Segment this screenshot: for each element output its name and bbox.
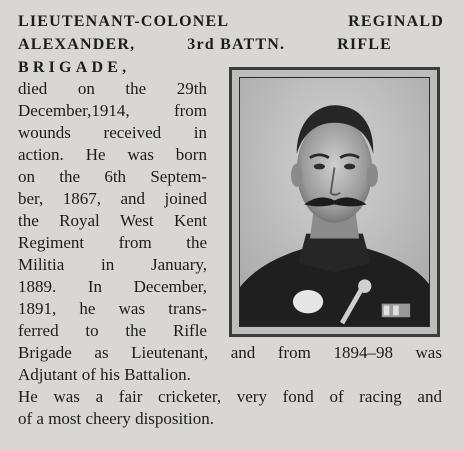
word: was <box>415 343 442 362</box>
column-text <box>18 78 207 342</box>
text-line <box>18 276 207 298</box>
headline-surname: ALEXANDER, <box>18 36 136 53</box>
word: on <box>77 79 95 98</box>
word: very <box>236 387 267 406</box>
word: a <box>95 387 104 406</box>
word: January, <box>150 255 207 274</box>
word: the <box>125 79 147 98</box>
word: in <box>193 123 207 142</box>
word: 1867, <box>62 189 101 208</box>
word: Militia <box>18 255 65 274</box>
word: died <box>18 79 48 98</box>
word: action. <box>18 145 64 164</box>
portrait-frame <box>229 67 440 337</box>
word: and <box>120 189 146 208</box>
word: wounds <box>18 123 71 142</box>
word: the <box>186 233 207 252</box>
headline-line-1 <box>18 10 444 33</box>
full-width-text <box>18 342 442 430</box>
headline-line-3: BRIGADE, <box>18 59 131 76</box>
text-line <box>18 100 207 122</box>
word: 6th <box>104 167 127 186</box>
text-line <box>18 210 207 232</box>
headline-firstname: REGINALD <box>348 13 444 30</box>
headline-line-2 <box>18 33 444 56</box>
word: Lieutenant, <box>131 343 209 362</box>
text-line <box>18 320 207 342</box>
word: received <box>103 123 162 142</box>
officer-portrait-photo <box>239 77 430 327</box>
word: of <box>329 387 344 406</box>
headline-rank: LIEUTENANT-COLONEL <box>18 13 230 30</box>
word: in <box>101 255 115 274</box>
word: fair <box>118 387 143 406</box>
word: from <box>173 101 207 120</box>
word: born <box>175 145 207 164</box>
text-line <box>18 144 207 166</box>
word: Rifle <box>172 321 207 340</box>
word: the <box>125 321 147 340</box>
text-line <box>18 166 207 188</box>
text-line <box>18 364 442 386</box>
word: as <box>94 343 109 362</box>
word: Septem- <box>150 167 207 186</box>
word: West <box>120 211 154 230</box>
text-line <box>18 188 207 210</box>
headline-battalion: 3rd BATTN. <box>187 36 286 53</box>
word: from <box>277 343 311 362</box>
word: In <box>87 277 102 296</box>
word: He <box>85 145 106 164</box>
word: ferred <box>18 321 59 340</box>
text-line <box>18 122 207 144</box>
word: and <box>417 387 442 406</box>
word: 29th <box>176 79 207 98</box>
word: to <box>85 321 99 340</box>
word: the <box>59 167 81 186</box>
word: from <box>118 233 152 252</box>
headline-battn: RIFLE <box>337 36 393 53</box>
word: cricketer, <box>158 387 222 406</box>
word: was <box>118 299 146 318</box>
word: ber, <box>18 189 44 208</box>
word: Brigade <box>18 343 72 362</box>
word: racing <box>359 387 402 406</box>
word: 1894–98 <box>333 343 393 362</box>
text-line <box>18 232 207 254</box>
word: Kent <box>173 211 207 230</box>
word: December,1914, <box>18 101 130 120</box>
word: 1891, <box>18 299 57 318</box>
word: December, <box>133 277 207 296</box>
word: the <box>18 211 39 230</box>
word: 1889. <box>18 277 57 296</box>
text-line-content: Adjutant of his Battalion. <box>18 365 191 384</box>
word: and <box>230 343 256 362</box>
word: fond <box>282 387 314 406</box>
word: on <box>18 167 35 186</box>
word: joined <box>164 189 207 208</box>
word: was <box>127 145 154 164</box>
word: trans- <box>168 299 207 318</box>
text-line <box>18 386 442 408</box>
text-line <box>18 342 442 364</box>
text-line <box>18 254 207 276</box>
word: Regiment <box>18 233 85 252</box>
word: Royal <box>59 211 100 230</box>
word: He <box>18 387 38 406</box>
word: was <box>53 387 80 406</box>
text-line <box>18 408 442 430</box>
text-line <box>18 78 207 100</box>
word: he <box>79 299 96 318</box>
text-line-content: of a most cheery disposition. <box>18 409 214 428</box>
text-line <box>18 298 207 320</box>
